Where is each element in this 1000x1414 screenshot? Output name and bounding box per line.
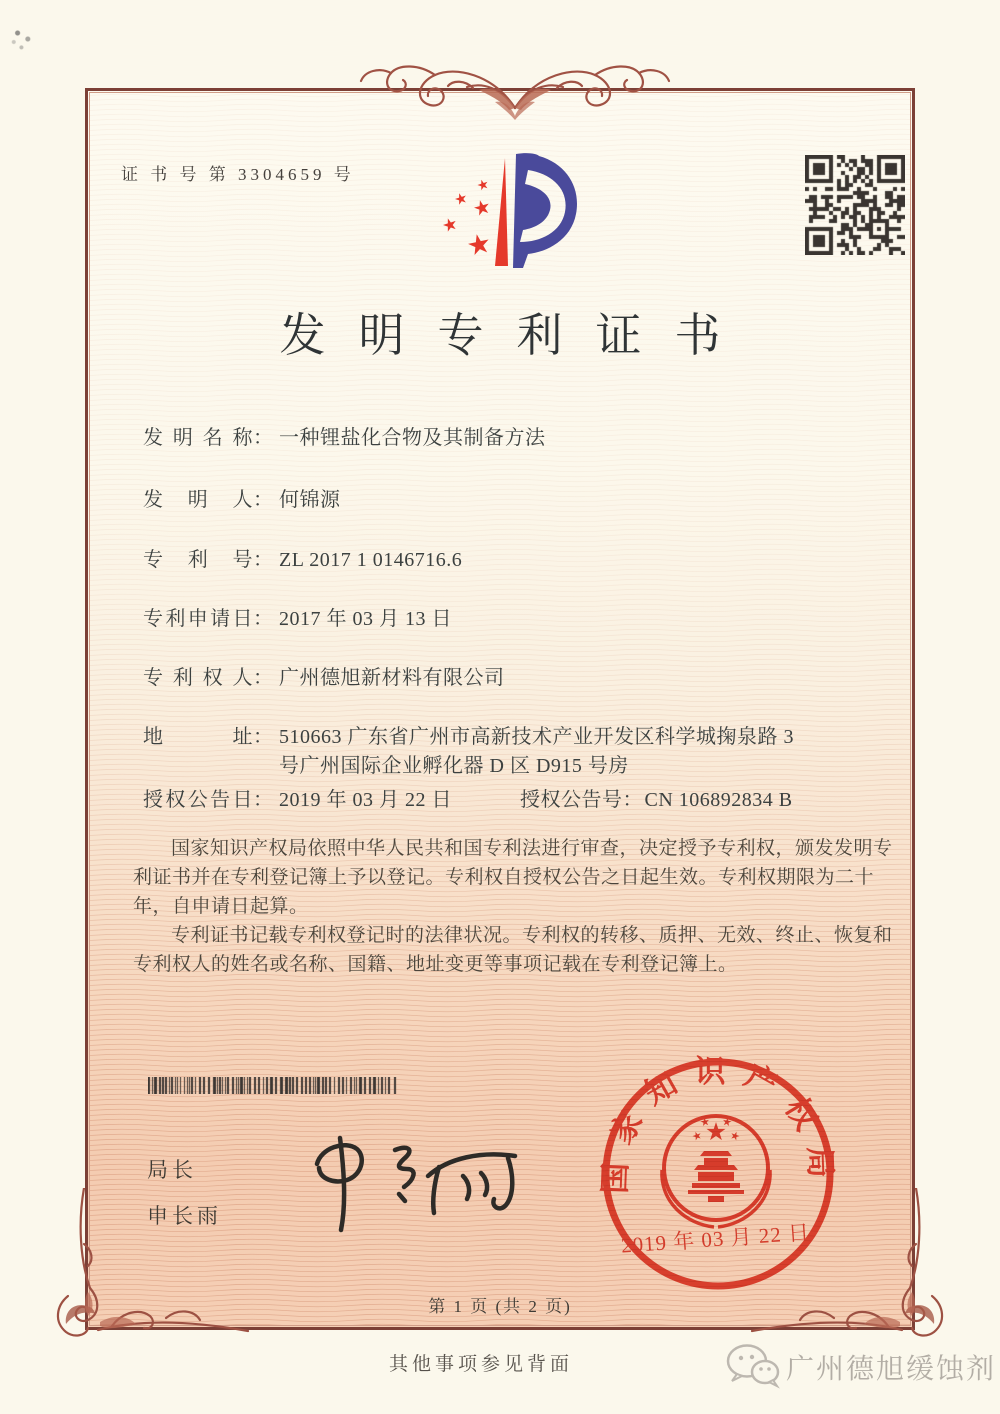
body-paragraph-1: 国家知识产权局依照中华人民共和国专利法进行审查，决定授予专利权，颁发发明专利证书并在专利登记簿上予以登记。专利权自授权公告之日起生效。专利权期限为二十年，自申请日起算。 xyxy=(133,838,893,917)
field-label: 专利申请日 xyxy=(143,608,253,630)
field-row-grant xyxy=(143,786,903,815)
legal-text xyxy=(133,834,895,979)
field-colon: ： xyxy=(253,489,274,511)
ink-smudge xyxy=(8,24,40,54)
field-label: 授权公告日 xyxy=(143,789,253,811)
field-label: 专利号 xyxy=(143,549,253,571)
field-value: ZL 2017 1 0146716.6 xyxy=(279,549,463,571)
certificate-number: 证 书 号 第 3304659 号 xyxy=(121,165,355,184)
field-colon: ： xyxy=(253,726,274,748)
back-note: 其他事项参见背面 xyxy=(388,1354,573,1375)
field-value: 广州德旭新材料有限公司 xyxy=(279,667,505,689)
wechat-icon xyxy=(726,1344,780,1390)
field-value xyxy=(279,723,924,781)
qr-code xyxy=(805,155,905,255)
field-row-filing-date xyxy=(143,605,452,634)
ornament-top-center xyxy=(353,58,677,122)
field-label: 发明名称 xyxy=(143,427,253,449)
field-grant-number-group xyxy=(520,786,793,815)
field-row-address xyxy=(143,723,924,781)
logo-red-wedge xyxy=(495,158,508,266)
official-seal xyxy=(596,1052,840,1296)
field-colon: ： xyxy=(253,608,274,630)
officer-title: 局长 xyxy=(147,1158,197,1182)
body-paragraph-2: 专利证书记载专利权登记时的法律状况。专利权的转移、质押、无效、终止、恢复和专利权人的姓名或名称、国籍、地址变更等事项记载在专利登记簿上。 xyxy=(133,925,893,975)
watermark-text: 广州德旭缓蚀剂 xyxy=(786,1353,997,1384)
logo-blue-p xyxy=(513,153,577,268)
certificate-title xyxy=(0,299,1000,365)
field-colon: ： xyxy=(253,427,274,449)
watermark xyxy=(726,1344,996,1390)
seal-agency-text: 国家知识产权局 xyxy=(597,1054,839,1195)
address-line-2: 号广州国际企业孵化器 D 区 D915 号房 xyxy=(279,755,629,777)
barcode xyxy=(148,1077,398,1094)
field-colon: ： xyxy=(253,667,274,689)
field-label: 授权公告号 xyxy=(520,789,623,811)
seal-emblem xyxy=(662,1116,770,1227)
field-value: 2017 年 03 月 13 日 xyxy=(279,608,452,630)
field-label: 专利权人 xyxy=(143,667,253,689)
field-row-patent-number xyxy=(143,546,462,575)
field-row-invention-name xyxy=(143,424,546,453)
field-colon: ： xyxy=(253,549,274,571)
field-row-inventor xyxy=(143,486,341,515)
page-number: 第 1 页 (共 2 页) xyxy=(428,1297,572,1316)
officer-name: 申长雨 xyxy=(147,1204,222,1228)
field-value: 一种锂盐化合物及其制备方法 xyxy=(279,427,546,449)
certificate-title-text: 发明专利证书 xyxy=(279,310,754,361)
field-label: 发明人 xyxy=(143,489,253,511)
officer-block xyxy=(147,1147,222,1239)
address-line-1: 510663 广东省广州市高新技术产业开发区科学城掬泉路 3 xyxy=(279,726,794,748)
field-value: CN 106892834 B xyxy=(644,789,793,811)
field-colon: ： xyxy=(253,789,274,811)
seal-date: 2019 年 03 月 22 日 xyxy=(620,1220,811,1258)
officer-signature xyxy=(285,1100,585,1255)
field-colon: ： xyxy=(622,789,643,811)
field-label: 地址 xyxy=(143,726,253,748)
field-value: 2019 年 03 月 22 日 xyxy=(279,789,452,811)
logo-stars xyxy=(442,178,492,256)
field-value: 何锦源 xyxy=(279,489,341,511)
cnipa-logo xyxy=(433,148,593,274)
field-row-patentee xyxy=(143,664,505,693)
